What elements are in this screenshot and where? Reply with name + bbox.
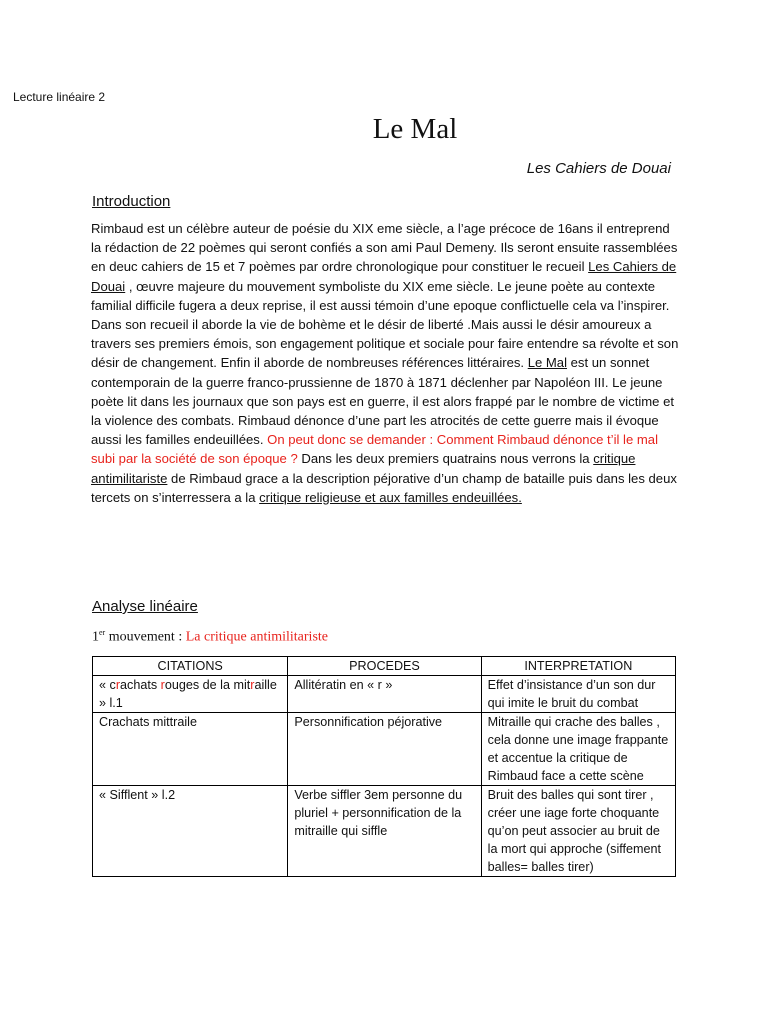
document-title: Le Mal <box>372 113 458 145</box>
procede-cell: Allitératin en « r » <box>288 676 481 713</box>
introduction-heading: Introduction <box>92 193 171 210</box>
interpretation-cell: Mitraille qui crache des balles , cela donne une image frappante et accentue la critique de Rimbaud face a cette scène <box>481 713 675 786</box>
underlined-title-cahiers: Les Cahiers de Douai <box>91 259 677 294</box>
analysis-table <box>92 656 676 877</box>
citation-cell: Crachats mittraile <box>93 713 288 786</box>
table-header-row <box>93 657 676 676</box>
underlined-critique-antimilitariste: critique antimilitariste <box>91 451 636 486</box>
header-label: Lecture linéaire 2 <box>13 90 106 104</box>
analyse-heading: Analyse linéaire <box>92 598 198 615</box>
movement-title: La critique antimilitariste <box>185 629 329 645</box>
column-header-interpretation: INTERPRETATION <box>481 657 675 676</box>
interpretation-cell: Effet d’insistance d’un son dur qui imite le bruit du combat <box>481 676 675 713</box>
movement-heading: 1er mouvement : La critique antimilitariste <box>92 628 329 645</box>
column-header-procedes: PROCEDES <box>288 657 481 676</box>
procede-cell: Personnification péjorative <box>288 713 481 786</box>
column-header-citations: CITATIONS <box>93 657 288 676</box>
table-row <box>93 713 676 786</box>
citation-cell: « Sifflent » l.2 <box>93 786 288 877</box>
problematique-question: On peut donc se demander : Comment Rimbaud dénonce t’il le mal subi par la société de son époque ? <box>91 432 658 467</box>
introduction-paragraph: Rimbaud est un célèbre auteur de poésie du XIX eme siècle, a l’age précoce de 16ans il entreprend la rédaction de 22 poèmes qui seront confiés a son ami Paul Demeny. Ils seront ensuite rassemblées en deuc cahiers de 15 et 7 poèmes par ordre chronologique pour constituer le recueil Les Cahiers de Douai , œuvre majeure du mouvement symboliste du XIX eme siècle. Le jeune poète au contexte familial difficile fugera a deux reprise, il est aussi témoin d’une epoque conflictuelle cela va l’inspirer. Dans son recueil il aborde la vie de bohème et le désir de liberté .Mais aussi le désir amoureux a travers ses premiers émois, son engagement politique et sociale pour faire entendre sa révolte et son désir de changement. Enfin il aborde de nombreuses références littéraires. Le Mal est un sonnet contemporain de la guerre franco-prussienne de 1870 à 1871 déclenher par Napoléon III. Le jeune poète lit dans les journaux que son pays est en guerre, il est alors frappé par le nombre de victime et la violence des combats. Rimbaud dénonce d’une part les atrocités de cette guerre mais il évoque aussi les familles endeuillées. On peut donc se demander : Comment Rimbaud dénonce t’il le mal subi par la société de son époque ? Dans les deux premiers quatrains nous verrons la critique antimilitariste de Rimbaud grace a la description péjorative d’un champ de bataille puis dans les deux tercets on s’interressera a la critique religieuse et aux familles endeuillées. <box>91 221 679 505</box>
procede-cell: Verbe siffler 3em personne du pluriel + personnification de la mitraille qui siffle <box>288 786 481 877</box>
underlined-critique-religieuse: critique religieuse et aux familles endeuillées. <box>259 489 522 505</box>
citation-cell: « crachats rouges de la mitraille » l.1 <box>93 676 288 713</box>
document-subtitle: Les Cahiers de Douai <box>526 160 671 177</box>
underlined-title-le-mal: Le Mal <box>527 355 568 371</box>
table-row <box>93 786 676 877</box>
table-row <box>93 676 676 713</box>
interpretation-cell: Bruit des balles qui sont tirer , créer une iage forte choquante qu’on peut associer au bruit de la mort qui approche (siffement balles= balles tirer) <box>481 786 675 877</box>
